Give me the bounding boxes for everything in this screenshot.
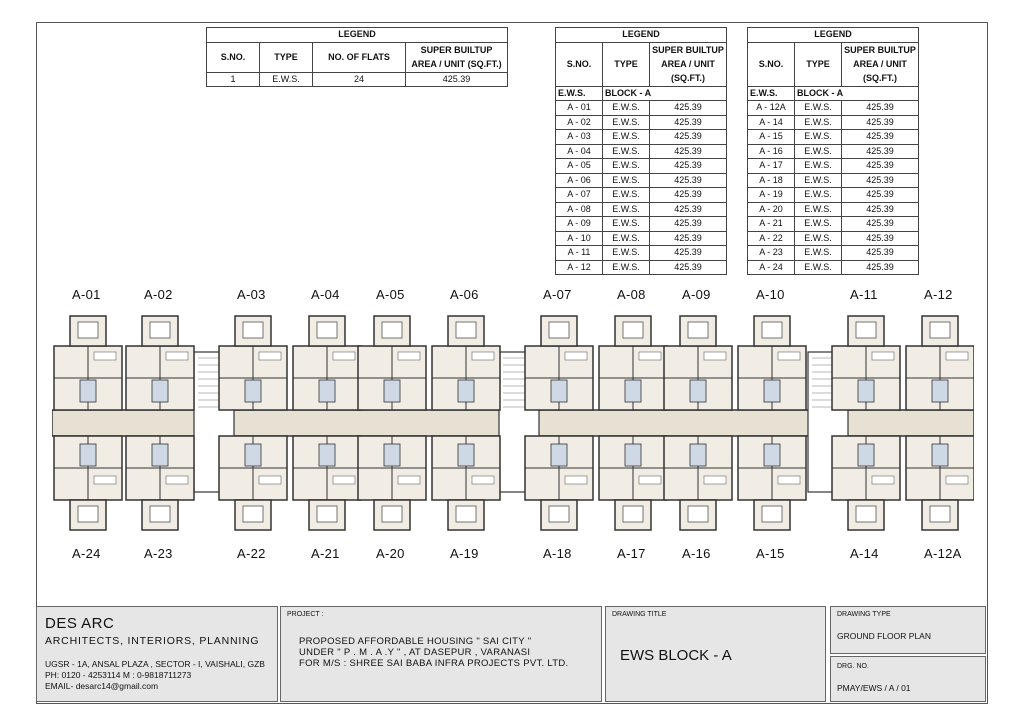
kitchen-counter <box>166 476 188 484</box>
drawing-title-caption: DRAWING TITLE <box>612 611 667 618</box>
bed-icon <box>243 322 263 338</box>
title-block-drawing-number <box>830 656 986 702</box>
project-caption: PROJECT : <box>287 611 324 618</box>
cell-area: 425.39 <box>842 173 919 188</box>
unit-toilet <box>858 444 874 466</box>
cell-area: 425.39 <box>650 260 727 275</box>
bed-icon <box>549 506 569 522</box>
unit-label: A-07 <box>543 287 572 302</box>
col-type: TYPE <box>260 42 313 72</box>
legend-row <box>556 130 727 145</box>
cell-sno: A - 09 <box>556 217 603 232</box>
drawing-title: EWS BLOCK - A <box>620 647 732 664</box>
bed-icon <box>856 322 876 338</box>
project-line-3: FOR M/S : SHREE SAI BABA INFRA PROJECTS PVT. LTD. <box>299 658 569 669</box>
cell-sno: A - 01 <box>556 101 603 116</box>
col-sno: S.NO. <box>207 42 260 72</box>
legend-row <box>556 260 727 275</box>
unit-label: A-16 <box>682 546 711 561</box>
unit-toilet <box>245 444 261 466</box>
unit-toilet <box>858 380 874 402</box>
cell-sno: A - 23 <box>748 246 795 261</box>
kitchen-counter <box>398 352 420 360</box>
cell-type: E.W.S. <box>795 217 842 232</box>
cell-type: E.W.S. <box>795 130 842 145</box>
cell-type: E.W.S. <box>603 231 650 246</box>
unit-label: A-03 <box>237 287 266 302</box>
unit-toilet <box>625 380 641 402</box>
unit-toilet <box>690 380 706 402</box>
cell-type: E.W.S. <box>795 173 842 188</box>
bed-icon <box>930 506 950 522</box>
unit-toilet <box>458 444 474 466</box>
kitchen-counter <box>472 352 494 360</box>
kitchen-counter <box>704 476 726 484</box>
cell-sno: A - 05 <box>556 159 603 174</box>
unit-toilet <box>80 380 96 402</box>
unit-label: A-09 <box>682 287 711 302</box>
unit-toilet <box>152 444 168 466</box>
unit-toilet <box>764 444 780 466</box>
legend-row <box>556 144 727 159</box>
cell-area: 425.39 <box>650 159 727 174</box>
cell-sno: A - 18 <box>748 173 795 188</box>
project-line-1: PROPOSED AFFORDABLE HOUSING " SAI CITY " <box>299 636 532 647</box>
drawing-type-caption: DRAWING TYPE <box>837 611 891 618</box>
bed-icon <box>317 322 337 338</box>
unit-label: A-02 <box>144 287 173 302</box>
drawing-number: PMAY/EWS / A / 01 <box>837 683 911 693</box>
unit-toilet <box>80 444 96 466</box>
cell-area: 425.39 <box>650 231 727 246</box>
firm-name: DES ARC <box>45 615 115 632</box>
firm-address: UGSR - 1A, ANSAL PLAZA , SECTOR - I, VAISHALI, GZB <box>45 659 265 669</box>
legend-block-a-table-2 <box>747 27 919 275</box>
legend-row <box>556 159 727 174</box>
col-area: SUPER BUILTUP AREA / UNIT (SQ.FT.) <box>650 42 727 86</box>
cell-type: E.W.S. <box>795 115 842 130</box>
unit-toilet <box>384 380 400 402</box>
cell-type: E.W.S. <box>603 260 650 275</box>
cell-area: 425.39 <box>650 246 727 261</box>
unit-label: A-10 <box>756 287 785 302</box>
col-area: SUPER BUILTUP AREA / UNIT (SQ.FT.) <box>406 42 508 72</box>
unit-toilet <box>551 444 567 466</box>
bed-icon <box>930 322 950 338</box>
legend-row <box>748 188 919 203</box>
cell-area: 425.39 <box>842 101 919 116</box>
bed-icon <box>382 506 402 522</box>
bed-icon <box>623 506 643 522</box>
legend-row <box>748 260 919 275</box>
bed-icon <box>762 506 782 522</box>
legend-row <box>748 115 919 130</box>
cell-sno: A - 06 <box>556 173 603 188</box>
legend-row <box>556 173 727 188</box>
legend-row <box>748 173 919 188</box>
cell-type: E.W.S. <box>795 144 842 159</box>
cell-type: E.W.S. <box>603 130 650 145</box>
cell-area: 425.39 <box>842 130 919 145</box>
cell-sno: A - 20 <box>748 202 795 217</box>
legend-row <box>748 101 919 116</box>
cell-area: 425.39 <box>842 159 919 174</box>
title-block-project <box>280 606 602 702</box>
legend-title: LEGEND <box>748 28 919 43</box>
cell-type: E.W.S. <box>603 173 650 188</box>
legend-row <box>748 159 919 174</box>
bed-icon <box>317 506 337 522</box>
cell-sno: A - 16 <box>748 144 795 159</box>
kitchen-counter <box>639 476 661 484</box>
kitchen-counter <box>94 352 116 360</box>
kitchen-counter <box>565 476 587 484</box>
cell-area: 425.39 <box>650 115 727 130</box>
cell-type: E.W.S. <box>603 144 650 159</box>
cell-area: 425.39 <box>842 231 919 246</box>
cell-area: 425.39 <box>842 115 919 130</box>
unit-toilet <box>319 444 335 466</box>
bed-icon <box>78 322 98 338</box>
col-area: SUPER BUILTUP AREA / UNIT (SQ.FT.) <box>842 42 919 86</box>
unit-label: A-12A <box>924 546 962 561</box>
kitchen-counter <box>166 352 188 360</box>
cell-sno: A - 03 <box>556 130 603 145</box>
bed-icon <box>856 506 876 522</box>
unit-toilet <box>152 380 168 402</box>
cell-type: E.W.S. <box>795 159 842 174</box>
legend-row <box>556 202 727 217</box>
kitchen-counter <box>259 476 281 484</box>
firm-phone: PH: 0120 - 4253114 M : 0-9818711273 <box>45 670 192 680</box>
cell-area: 425.39 <box>842 188 919 203</box>
unit-toilet <box>690 444 706 466</box>
unit-toilet <box>319 380 335 402</box>
cell-sno: A - 10 <box>556 231 603 246</box>
cell-area: 425.39 <box>406 72 508 87</box>
legend-row <box>556 231 727 246</box>
cell-sno: A - 04 <box>556 144 603 159</box>
cell-type: E.W.S. <box>795 260 842 275</box>
legend-summary-table <box>206 27 508 87</box>
legend-row <box>556 115 727 130</box>
unit-label: A-04 <box>311 287 340 302</box>
cell-flats: 24 <box>313 72 406 87</box>
cell-sno: A - 11 <box>556 246 603 261</box>
col-type: TYPE <box>603 42 650 86</box>
bed-icon <box>688 322 708 338</box>
bed-icon <box>762 322 782 338</box>
unit-label: A-17 <box>617 546 646 561</box>
legend-row <box>748 231 919 246</box>
unit-label: A-20 <box>376 546 405 561</box>
unit-toilet <box>764 380 780 402</box>
unit-label: A-21 <box>311 546 340 561</box>
unit-label: A-15 <box>756 546 785 561</box>
cell-area: 425.39 <box>842 260 919 275</box>
unit-label: A-01 <box>72 287 101 302</box>
kitchen-counter <box>94 476 116 484</box>
kitchen-counter <box>333 476 355 484</box>
unit-label: A-08 <box>617 287 646 302</box>
unit-label: A-18 <box>543 546 572 561</box>
unit-label: A-11 <box>850 287 878 302</box>
cell-sno: A - 12 <box>556 260 603 275</box>
title-block-drawing-title <box>605 606 826 702</box>
cell-sno: 1 <box>207 72 260 87</box>
cell-sno: A - 17 <box>748 159 795 174</box>
kitchen-counter <box>704 352 726 360</box>
legend-row <box>556 101 727 116</box>
unit-toilet <box>245 380 261 402</box>
kitchen-counter <box>398 476 420 484</box>
kitchen-counter <box>472 476 494 484</box>
col-type: TYPE <box>795 42 842 86</box>
kitchen-counter <box>946 352 968 360</box>
subheader-block: BLOCK - A <box>603 86 727 101</box>
legend-row <box>556 188 727 203</box>
kitchen-counter <box>565 352 587 360</box>
legend-row <box>748 246 919 261</box>
unit-toilet <box>384 444 400 466</box>
cell-sno: A - 22 <box>748 231 795 246</box>
cell-sno: A - 08 <box>556 202 603 217</box>
cell-type: E.W.S. <box>603 101 650 116</box>
cell-sno: A - 02 <box>556 115 603 130</box>
subheader-type: E.W.S. <box>556 86 603 101</box>
cell-area: 425.39 <box>650 188 727 203</box>
cell-sno: A - 07 <box>556 188 603 203</box>
kitchen-counter <box>778 476 800 484</box>
subheader-type: E.W.S. <box>748 86 795 101</box>
bed-icon <box>150 506 170 522</box>
drawing-number-caption: DRG. NO. <box>837 663 869 670</box>
cell-type: E.W.S. <box>603 217 650 232</box>
subheader-block: BLOCK - A <box>795 86 919 101</box>
bed-icon <box>150 322 170 338</box>
firm-email: EMAIL- desarc14@gmail.com <box>45 681 159 691</box>
legend-row <box>748 202 919 217</box>
cell-area: 425.39 <box>650 202 727 217</box>
unit-label: A-22 <box>237 546 266 561</box>
cell-sno: A - 14 <box>748 115 795 130</box>
bed-icon <box>382 322 402 338</box>
unit-label: A-12 <box>924 287 953 302</box>
cell-type: E.W.S. <box>795 231 842 246</box>
cell-type: E.W.S. <box>603 246 650 261</box>
kitchen-counter <box>946 476 968 484</box>
bed-icon <box>243 506 263 522</box>
cell-type: E.W.S. <box>795 101 842 116</box>
cell-type: E.W.S. <box>603 188 650 203</box>
kitchen-counter <box>333 352 355 360</box>
unit-label: A-19 <box>450 546 479 561</box>
cell-area: 425.39 <box>650 144 727 159</box>
col-sno: S.NO. <box>556 42 603 86</box>
col-flats: NO. OF FLATS <box>313 42 406 72</box>
unit-label: A-06 <box>450 287 479 302</box>
legend-row <box>556 217 727 232</box>
cell-type: E.W.S. <box>795 202 842 217</box>
ground-floor-plan-drawing <box>52 312 974 534</box>
legend-title: LEGEND <box>556 28 727 43</box>
cell-type: E.W.S. <box>795 246 842 261</box>
unit-toilet <box>932 380 948 402</box>
unit-label: A-24 <box>72 546 101 561</box>
bed-icon <box>688 506 708 522</box>
unit-label: A-14 <box>850 546 879 561</box>
unit-toilet <box>458 380 474 402</box>
bed-icon <box>456 506 476 522</box>
kitchen-counter <box>778 352 800 360</box>
bed-icon <box>549 322 569 338</box>
cell-area: 425.39 <box>842 202 919 217</box>
legend-row <box>748 130 919 145</box>
kitchen-counter <box>872 352 894 360</box>
legend-block-a-table-1 <box>555 27 727 275</box>
unit-label: A-23 <box>144 546 173 561</box>
cell-type: E.W.S. <box>795 188 842 203</box>
project-line-2: UNDER " P . M . A .Y " , AT DASEPUR , VARANASI <box>299 647 531 658</box>
cell-type: E.W.S. <box>603 159 650 174</box>
cell-type: E.W.S. <box>603 115 650 130</box>
cell-area: 425.39 <box>650 217 727 232</box>
title-block-firm <box>36 606 278 702</box>
legend-title: LEGEND <box>207 28 508 43</box>
cell-area: 425.39 <box>842 144 919 159</box>
cell-type: E.W.S. <box>603 202 650 217</box>
drawing-type: GROUND FLOOR PLAN <box>837 631 931 641</box>
unit-toilet <box>625 444 641 466</box>
cell-area: 425.39 <box>650 173 727 188</box>
cell-sno: A - 15 <box>748 130 795 145</box>
bed-icon <box>78 506 98 522</box>
cell-area: 425.39 <box>842 246 919 261</box>
unit-toilet <box>551 380 567 402</box>
cell-sno: A - 12A <box>748 101 795 116</box>
kitchen-counter <box>259 352 281 360</box>
col-sno: S.NO. <box>748 42 795 86</box>
bed-icon <box>456 322 476 338</box>
firm-tagline: ARCHITECTS, INTERIORS, PLANNING <box>45 635 260 647</box>
cell-sno: A - 21 <box>748 217 795 232</box>
kitchen-counter <box>872 476 894 484</box>
bed-icon <box>623 322 643 338</box>
title-block-drawing-type <box>830 606 986 654</box>
cell-type: E.W.S. <box>260 72 313 87</box>
legend-row <box>748 144 919 159</box>
cell-area: 425.39 <box>650 130 727 145</box>
cell-area: 425.39 <box>650 101 727 116</box>
legend-row <box>556 246 727 261</box>
kitchen-counter <box>639 352 661 360</box>
unit-toilet <box>932 444 948 466</box>
cell-sno: A - 24 <box>748 260 795 275</box>
cell-area: 425.39 <box>842 217 919 232</box>
cell-sno: A - 19 <box>748 188 795 203</box>
unit-label: A-05 <box>376 287 405 302</box>
legend-row <box>748 217 919 232</box>
